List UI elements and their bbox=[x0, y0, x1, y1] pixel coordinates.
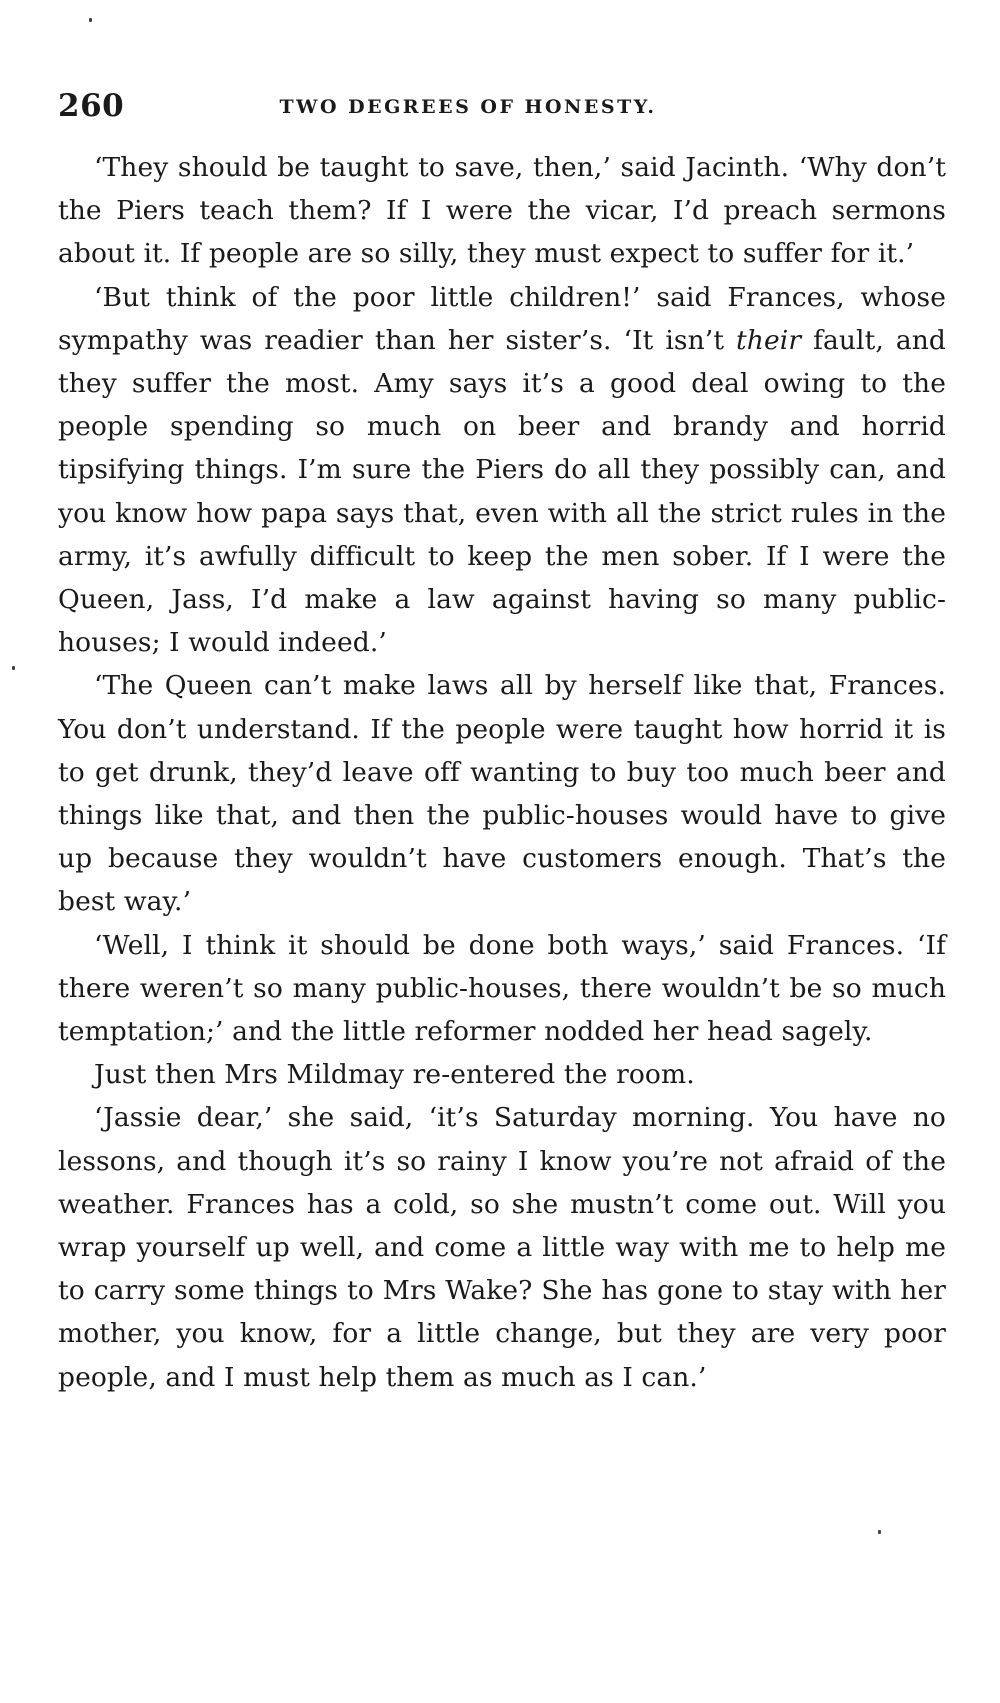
print-speck bbox=[89, 18, 92, 22]
paragraph-text: ‘But think of the poor little children!’ said Frances, whose sympathy was readier than her sister’s. ‘It isn’t bbox=[58, 281, 946, 356]
paragraph bbox=[58, 276, 946, 665]
body-text bbox=[58, 146, 946, 1399]
paragraph: ‘Jassie dear,’ she said, ‘it’s Saturday morning. You have no lessons, and though it’s so rainy I know you’re not afraid of the weather. Frances has a cold, so she mustn’t come out. Will you wrap yourself up well, and come a little way with me to help me to carry some things to Mrs Wake? She has gone to stay with her mother, you know, for a little change, but they are very poor people, and I must help them as much as I can.’ bbox=[58, 1102, 946, 1393]
print-speck bbox=[12, 666, 15, 670]
page-number: 260 bbox=[58, 88, 125, 124]
paragraph: ‘They should be taught to save, then,’ said Jacinth. ‘Why don’t the Piers teach them? If I were the vicar, I’d preach sermons about it. If people are so silly, they must expect to suffer for it.’ bbox=[58, 152, 946, 270]
paragraph: Just then Mrs Mildmay re-entered the room. bbox=[94, 1059, 695, 1091]
paragraph-text: fault, and they suffer the most. Amy says it’s a good deal owing to the people spending so much on beer and brandy and horrid tipsifying things. I’m sure the Piers do all they possibly can, and you know how papa says that, even with all the strict rules in the army, it’s awfully difficult to keep the men sober. If I were the Queen, Jass, I’d make a law against having so many public-houses; I would indeed.’ bbox=[58, 324, 946, 659]
emphasized-word: their bbox=[736, 324, 802, 356]
paragraph: ‘The Queen can’t make laws all by herself like that, Frances. You don’t understand. If the people were taught how horrid it is to get drunk, they’d leave off wanting to buy too much beer and things like that, and then the public-houses would have to give up because they wouldn’t have customers enough. That’s the best way.’ bbox=[58, 670, 946, 918]
paragraph: ‘Well, I think it should be done both ways,’ said Frances. ‘If there weren’t so many public-houses, there wouldn’t be so much temptation;’ and the little reformer nodded her head sagely. bbox=[58, 929, 946, 1048]
print-speck bbox=[878, 1530, 881, 1534]
page-header bbox=[58, 88, 948, 138]
running-title: TWO DEGREES OF HONESTY. bbox=[279, 96, 657, 118]
